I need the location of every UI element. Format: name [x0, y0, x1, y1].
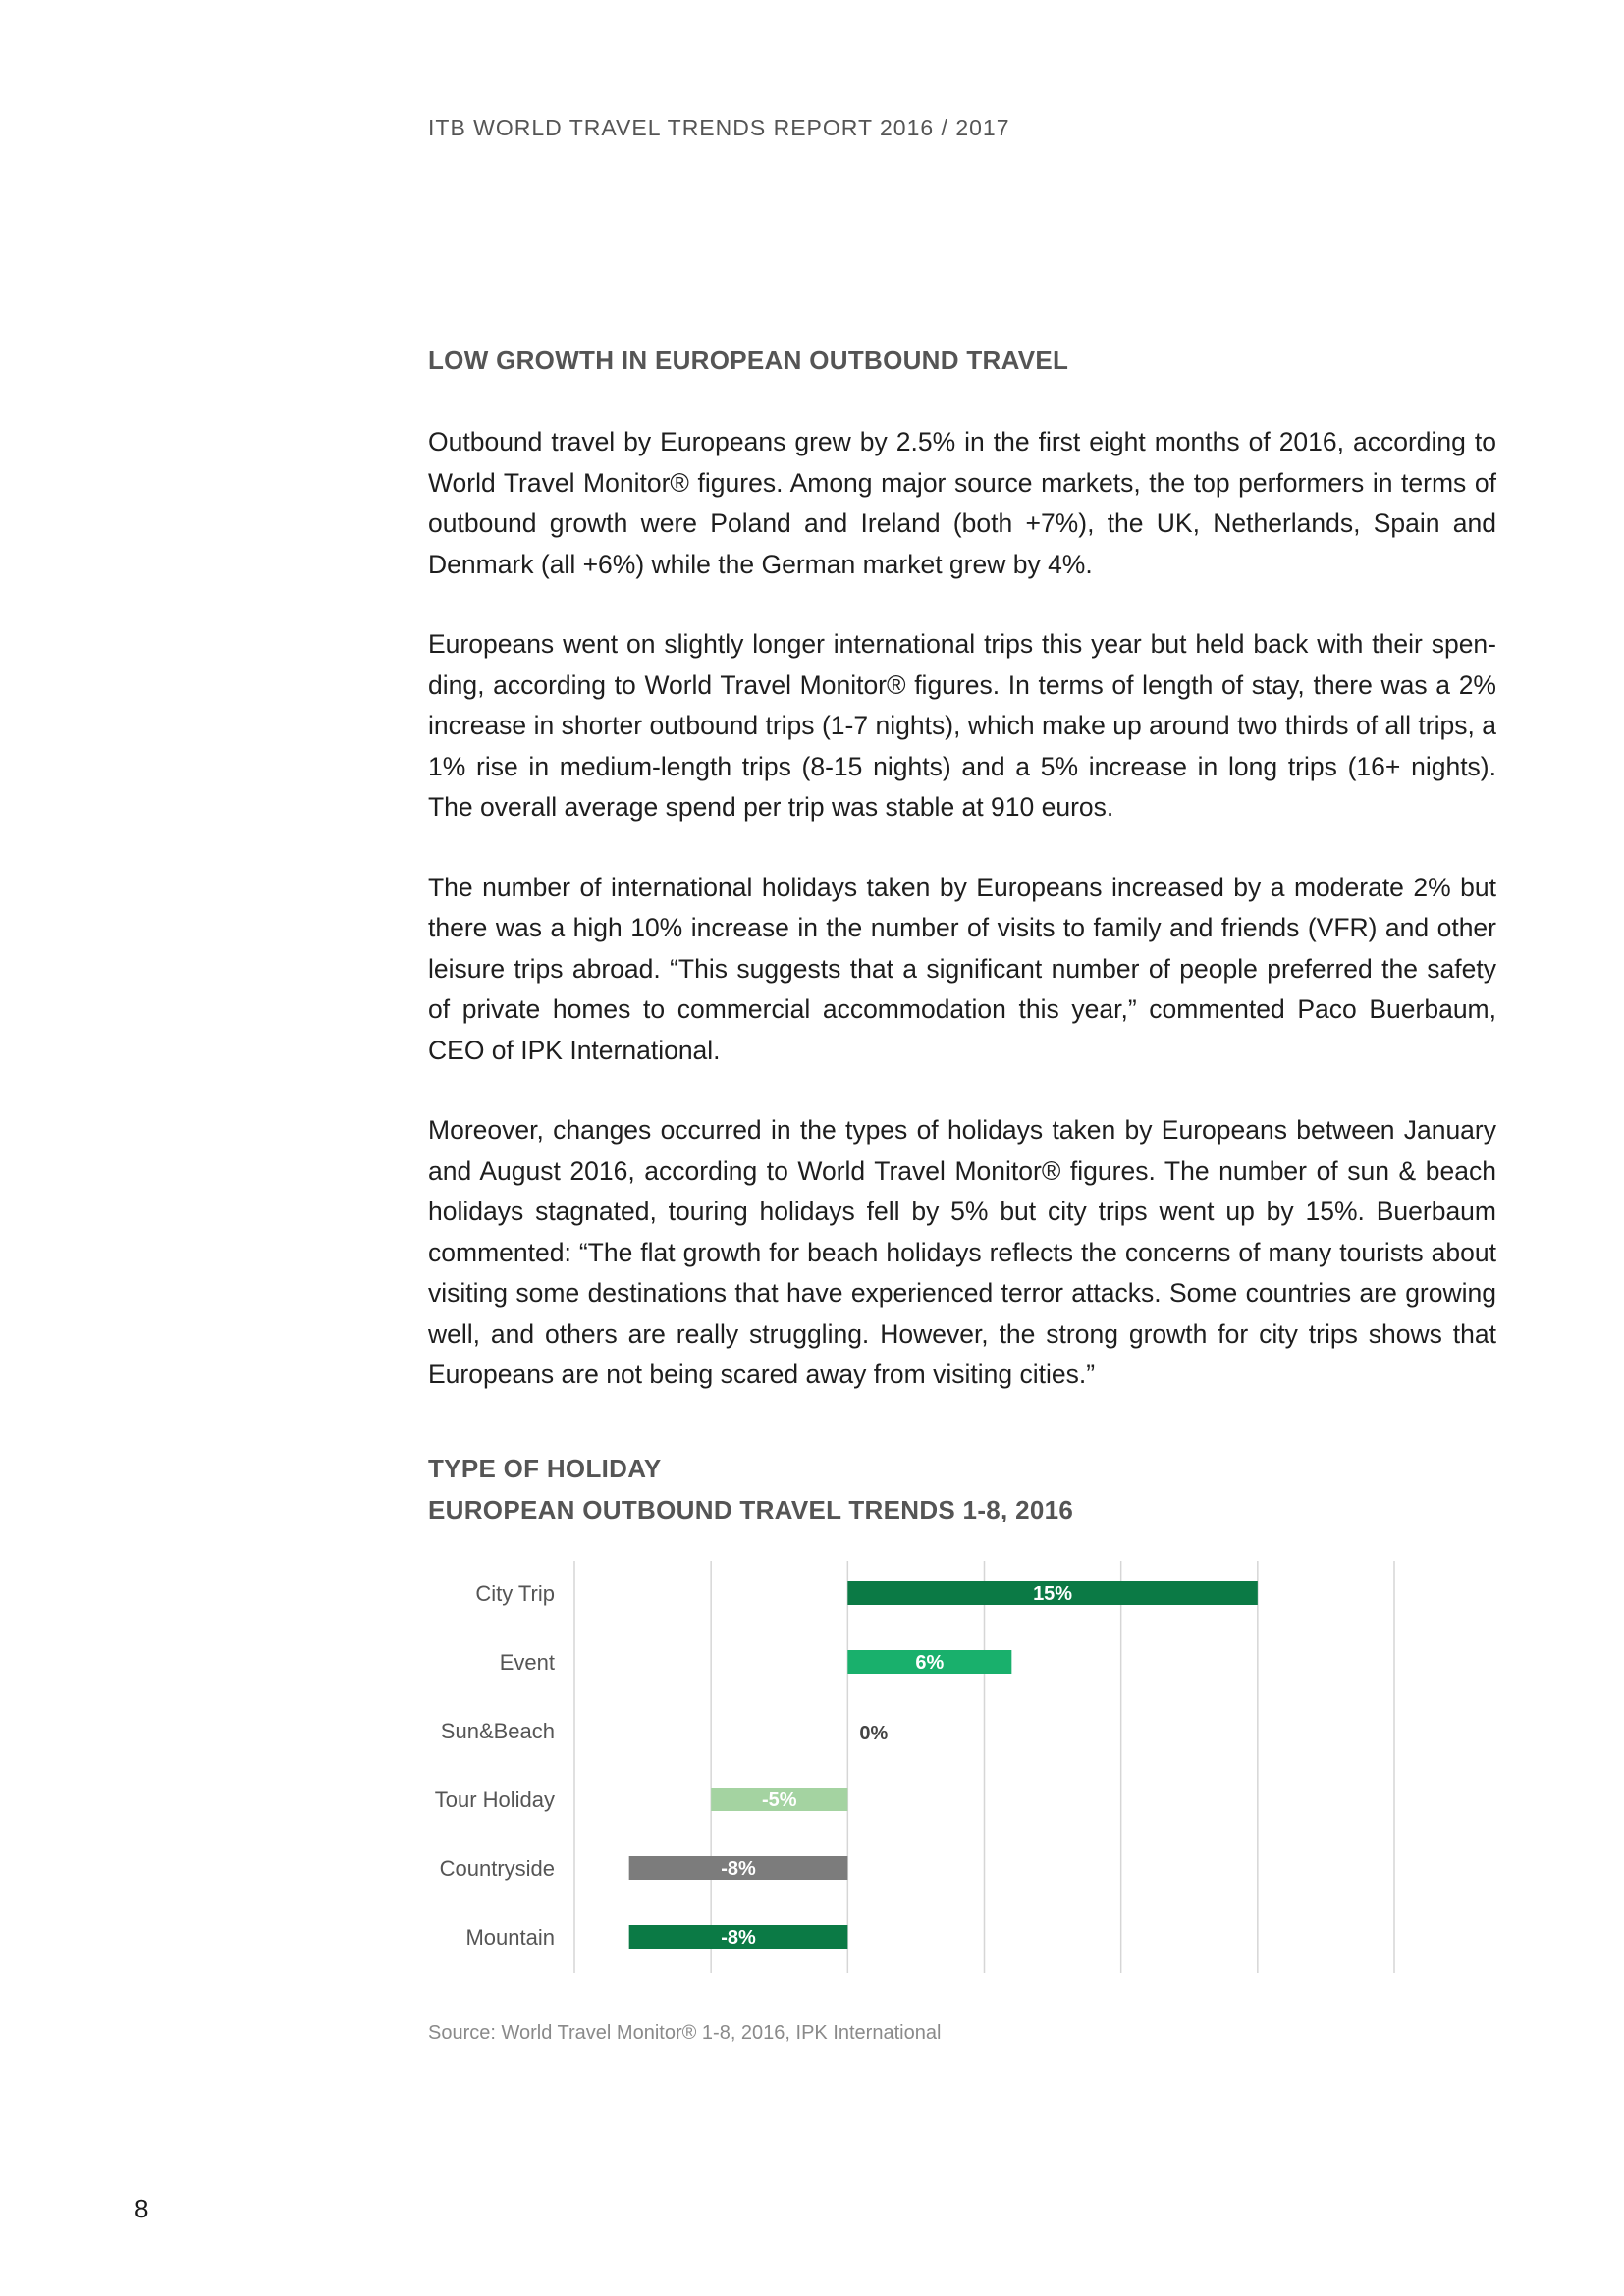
- paragraph: The number of international holidays taken by Europeans increased by a moderate 2% but there was a high 10% increase in the number of visits to family and friends (VFR) and other leisure trips abroad. “This suggests that a significant number of people preferred the safety of private homes to commercial accommodation this year,” commented Paco Buerbaum, CEO of IPK International.: [428, 872, 1496, 1065]
- data-label: -8%: [721, 1858, 756, 1880]
- source-note: Source: World Travel Monitor® 1-8, 2016, IPK International: [428, 2022, 942, 2044]
- category-label: Sun&Beach: [440, 1719, 555, 1743]
- holiday-type-bar-chart: [412, 1561, 1434, 1983]
- section-title: LOW GROWTH IN EUROPEAN OUTBOUND TRAVEL: [428, 346, 1069, 375]
- chart-heading-line2: EUROPEAN OUTBOUND TRAVEL TRENDS 1-8, 2016: [428, 1495, 1074, 1524]
- category-label: City Trip: [475, 1581, 555, 1606]
- paragraph: Moreover, changes occurred in the types of holidays taken by Europeans between January and August 2016, according to World Travel Monitor® figures. The number of sun & beach holidays stagnated, touring holidays fell by 5% but city trips went up by 15%. Buerbaum commented: “The flat growth for beach holidays reflects the concerns of many tourists about visiting some destinations that have experienced terror attacks. Some countries are growing well, and others are really struggling. However, the strong growth for city trips shows that Europeans are not being scared away from visiting cities.”: [428, 1115, 1496, 1389]
- data-label: -5%: [761, 1789, 797, 1811]
- data-label: -8%: [721, 1927, 756, 1949]
- chart-heading-line1: TYPE OF HOLIDAY: [428, 1454, 662, 1483]
- data-label: 0%: [859, 1723, 889, 1744]
- category-label: Mountain: [465, 1925, 555, 1949]
- paragraph: Outbound travel by Europeans grew by 2.5% in the first eight months of 2016, according to World Travel Monitor® figures. Among major source markets, the top performers in terms of outbound growth were Poland and Ireland (both +7%), the UK, Netherlands, Spain and Denmark (all +6%) while the German market grew by 4%.: [428, 427, 1496, 579]
- page-number: 8: [135, 2194, 149, 2223]
- chart-heading: [428, 1448, 1073, 1530]
- category-label: Event: [499, 1650, 555, 1675]
- data-label: 6%: [915, 1652, 945, 1674]
- paragraph: Europeans went on slightly longer international trips this year but held back with their spen-ding, according to World Travel Monitor® figures. In terms of length of stay, there was a 2% increase in shorter outbound trips (1-7 nights), which make up around two thirds of all trips, a 1% rise in medium-length trips (8-15 nights) and a 5% increase in long trips (16+ nights). The overall average spend per trip was stable at 910 euros.: [428, 629, 1496, 822]
- category-label: Countryside: [439, 1856, 555, 1881]
- running-header: ITB WORLD TRAVEL TRENDS REPORT 2016 / 2017: [428, 115, 1010, 140]
- category-label: Tour Holiday: [434, 1788, 555, 1812]
- body-text: [428, 422, 1496, 1435]
- data-label: 15%: [1033, 1583, 1073, 1605]
